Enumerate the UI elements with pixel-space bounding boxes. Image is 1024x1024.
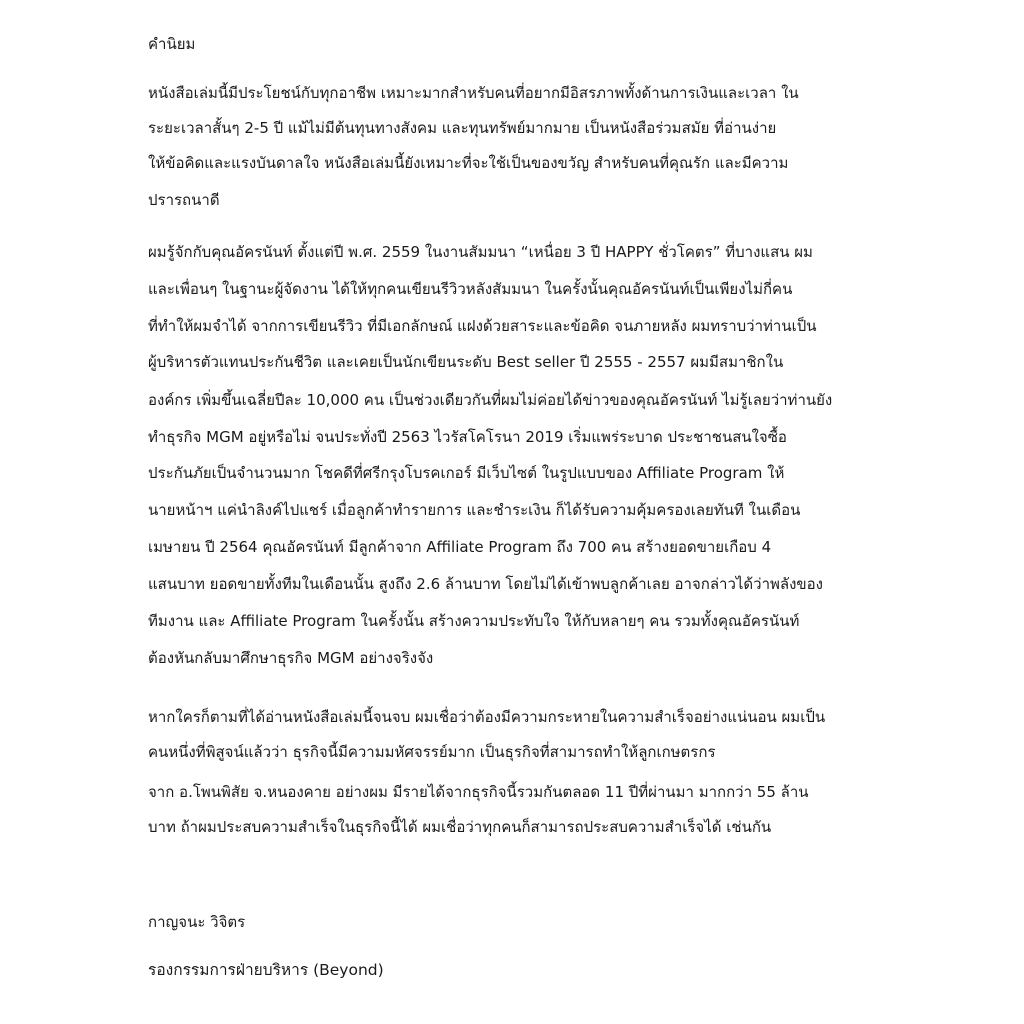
paragraph-line: และเพื่อนๆ ในฐานะผู้จัดงาน ได้ให้ทุกคนเขียนรีวิวหลังสัมมนา ในครั้งนั้นคุณอัครนันท์เป็นเพียงไม่กี่คน [148,280,793,298]
paragraph-line: ระยะเวลาสั้นๆ 2-5 ปี แม้ไม่มีต้นทุนทางสังคม และทุนทรัพย์มากมาย เป็นหนังสือร่วมสมัย ที่อ่านง่าย [148,119,777,137]
paragraph-line: องค์กร เพิ่มขึ้นเฉลี่ยปีละ 10,000 คน เป็นช่วงเดียวกันที่ผมไม่ค่อยได้ข่าวของคุณอัครนันท์ ไม่รู้เลยว่าท่านยัง [148,391,833,409]
paragraph-line: ผมรู้จักกับคุณอัครนันท์ ตั้งแต่ปี พ.ศ. 2559 ในงานสัมมนา “เหนื่อย 3 ปี HAPPY ชั่วโคตร” ที่บางแสน ผม [148,243,813,261]
paragraph-line: ต้องหันกลับมาศึกษาธุรกิจ MGM อย่างจริงจัง [148,649,434,667]
paragraph-line: หนังสือเล่มนี้มีประโยชน์กับทุกอาชีพ เหมาะมากสำหรับคนที่อยากมีอิสรภาพทั้งด้านการเงินและเวลา ใน [148,84,799,102]
paragraph-line: ทีมงาน และ Affiliate Program ในครั้งนั้น สร้างความประทับใจ ให้กับหลายๆ คน รวมทั้งคุณอัครนันท์ [148,612,800,630]
paragraph-line: จาก อ.โพนพิสัย จ.หนองคาย อย่างผม มีรายได้จากธุรกิจนี้รวมกันตลอด 11 ปีที่ผ่านมา มากกว่า 55 ล้าน [148,783,809,801]
paragraph-line: ให้ข้อคิดและแรงบันดาลใจ หนังสือเล่มนี้ยังเหมาะที่จะใช้เป็นของขวัญ สำหรับคนที่คุณรัก และมีความ [148,154,789,172]
signature-name: กาญจนะ วิจิตร [148,913,246,931]
paragraph-line: ปรารถนาดี [148,191,220,209]
paragraph-line: หากใครก็ตามที่ได้อ่านหนังสือเล่มนี้จนจบ ผมเชื่อว่าต้องมีความกระหายในความสำเร็จอย่างแน่นอน ผมเป็น [148,708,826,726]
paragraph-line: ผู้บริหารตัวแทนประกันชีวิต และเคยเป็นนักเขียนระดับ Best seller ปี 2555 - 2557 ผมมีสมาชิกใน [148,353,784,371]
document-heading: คำนิยม [148,35,196,53]
paragraph-line: คนหนึ่งที่พิสูจน์แล้วว่า ธุรกิจนี้มีความมหัศจรรย์มาก เป็นธุรกิจที่สามารถทำให้ลูกเกษตรกร [148,743,716,761]
paragraph-line: แสนบาท ยอดขายทั้งทีมในเดือนนั้น สูงถึง 2.6 ล้านบาท โดยไม่ได้เข้าพบลูกค้าเลย อาจกล่าวได้ว่าพลังของ [148,575,823,593]
paragraph-line: ประกันภัยเป็นจำนวนมาก โชคดีที่ศรีกรุงโบรคเกอร์ มีเว็บไซต์ ในรูปแบบของ Affiliate Program ให้ [148,464,785,482]
paragraph-line: ทำธุรกิจ MGM อยู่หรือไม่ จนประทั่งปี 2563 ไวรัสโคโรนา 2019 เริ่มแพร่ระบาด ประชาชนสนใจซื้อ [148,428,787,446]
paragraph-line: ที่ทำให้ผมจำได้ จากการเขียนรีวิว ที่มีเอกลักษณ์ แฝงด้วยสาระและข้อคิด จนภายหลัง ผมทราบว่าท่านเป็น [148,317,817,335]
paragraph-line: เมษายน ปี 2564 คุณอัครนันท์ มีลูกค้าจาก Affiliate Program ถึง 700 คน สร้างยอดขายเกือบ 4 [148,538,772,556]
paragraph-line: บาท ถ้าผมประสบความสำเร็จในธุรกิจนี้ได้ ผมเชื่อว่าทุกคนก็สามารถประสบความสำเร็จได้ เช่นกัน [148,818,772,836]
signature-title: รองกรรมการฝ่ายบริหาร (Beyond) [148,961,384,979]
paragraph-line: นายหน้าฯ แค่นำลิงค์ไปแชร์ เมื่อลูกค้าทำรายการ และชำระเงิน ก็ได้รับความคุ้มครองเลยทันที ในเดือน [148,501,801,519]
